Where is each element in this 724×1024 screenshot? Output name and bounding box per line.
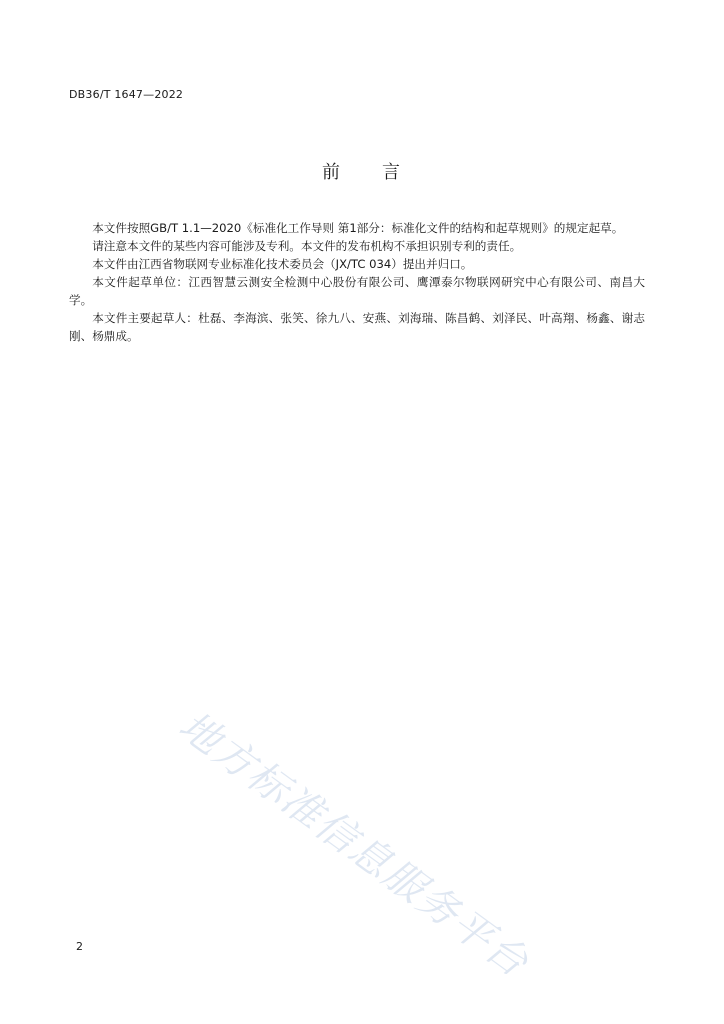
- paragraph-drafting-units: 本文件起草单位：江西智慧云测安全检测中心股份有限公司、鹰潭泰尔物联网研究中心有限公司、南昌大学。: [69, 275, 645, 307]
- paragraph-proposer: 本文件由江西省物联网专业标准化技术委员会（JX/TC 034）提出并归口。: [92, 257, 473, 271]
- title-char-1: 前: [322, 162, 342, 183]
- watermark: 地方标准信息服务平台: [170, 702, 538, 987]
- foreword-body: [69, 219, 645, 345]
- paragraph-patent-notice: 请注意本文件的某些内容可能涉及专利。本文件的发布机构不承担识别专利的责任。: [92, 239, 522, 253]
- document-code: DB36/T 1647—2022: [69, 88, 184, 101]
- page-number: 2: [76, 940, 83, 953]
- paragraph-drafters: 本文件主要起草人：杜磊、李海滨、张笑、徐九八、安燕、刘海瑞、陈昌鹤、刘泽民、叶高翔、杨鑫、谢志刚、杨鼎成。: [69, 311, 645, 343]
- title-char-2: 言: [382, 162, 402, 183]
- section-title: [0, 158, 724, 184]
- paragraph-standard-basis: 本文件按照GB/T 1.1—2020《标准化工作导则 第1部分：标准化文件的结构和起草规则》的规定起草。: [92, 221, 624, 235]
